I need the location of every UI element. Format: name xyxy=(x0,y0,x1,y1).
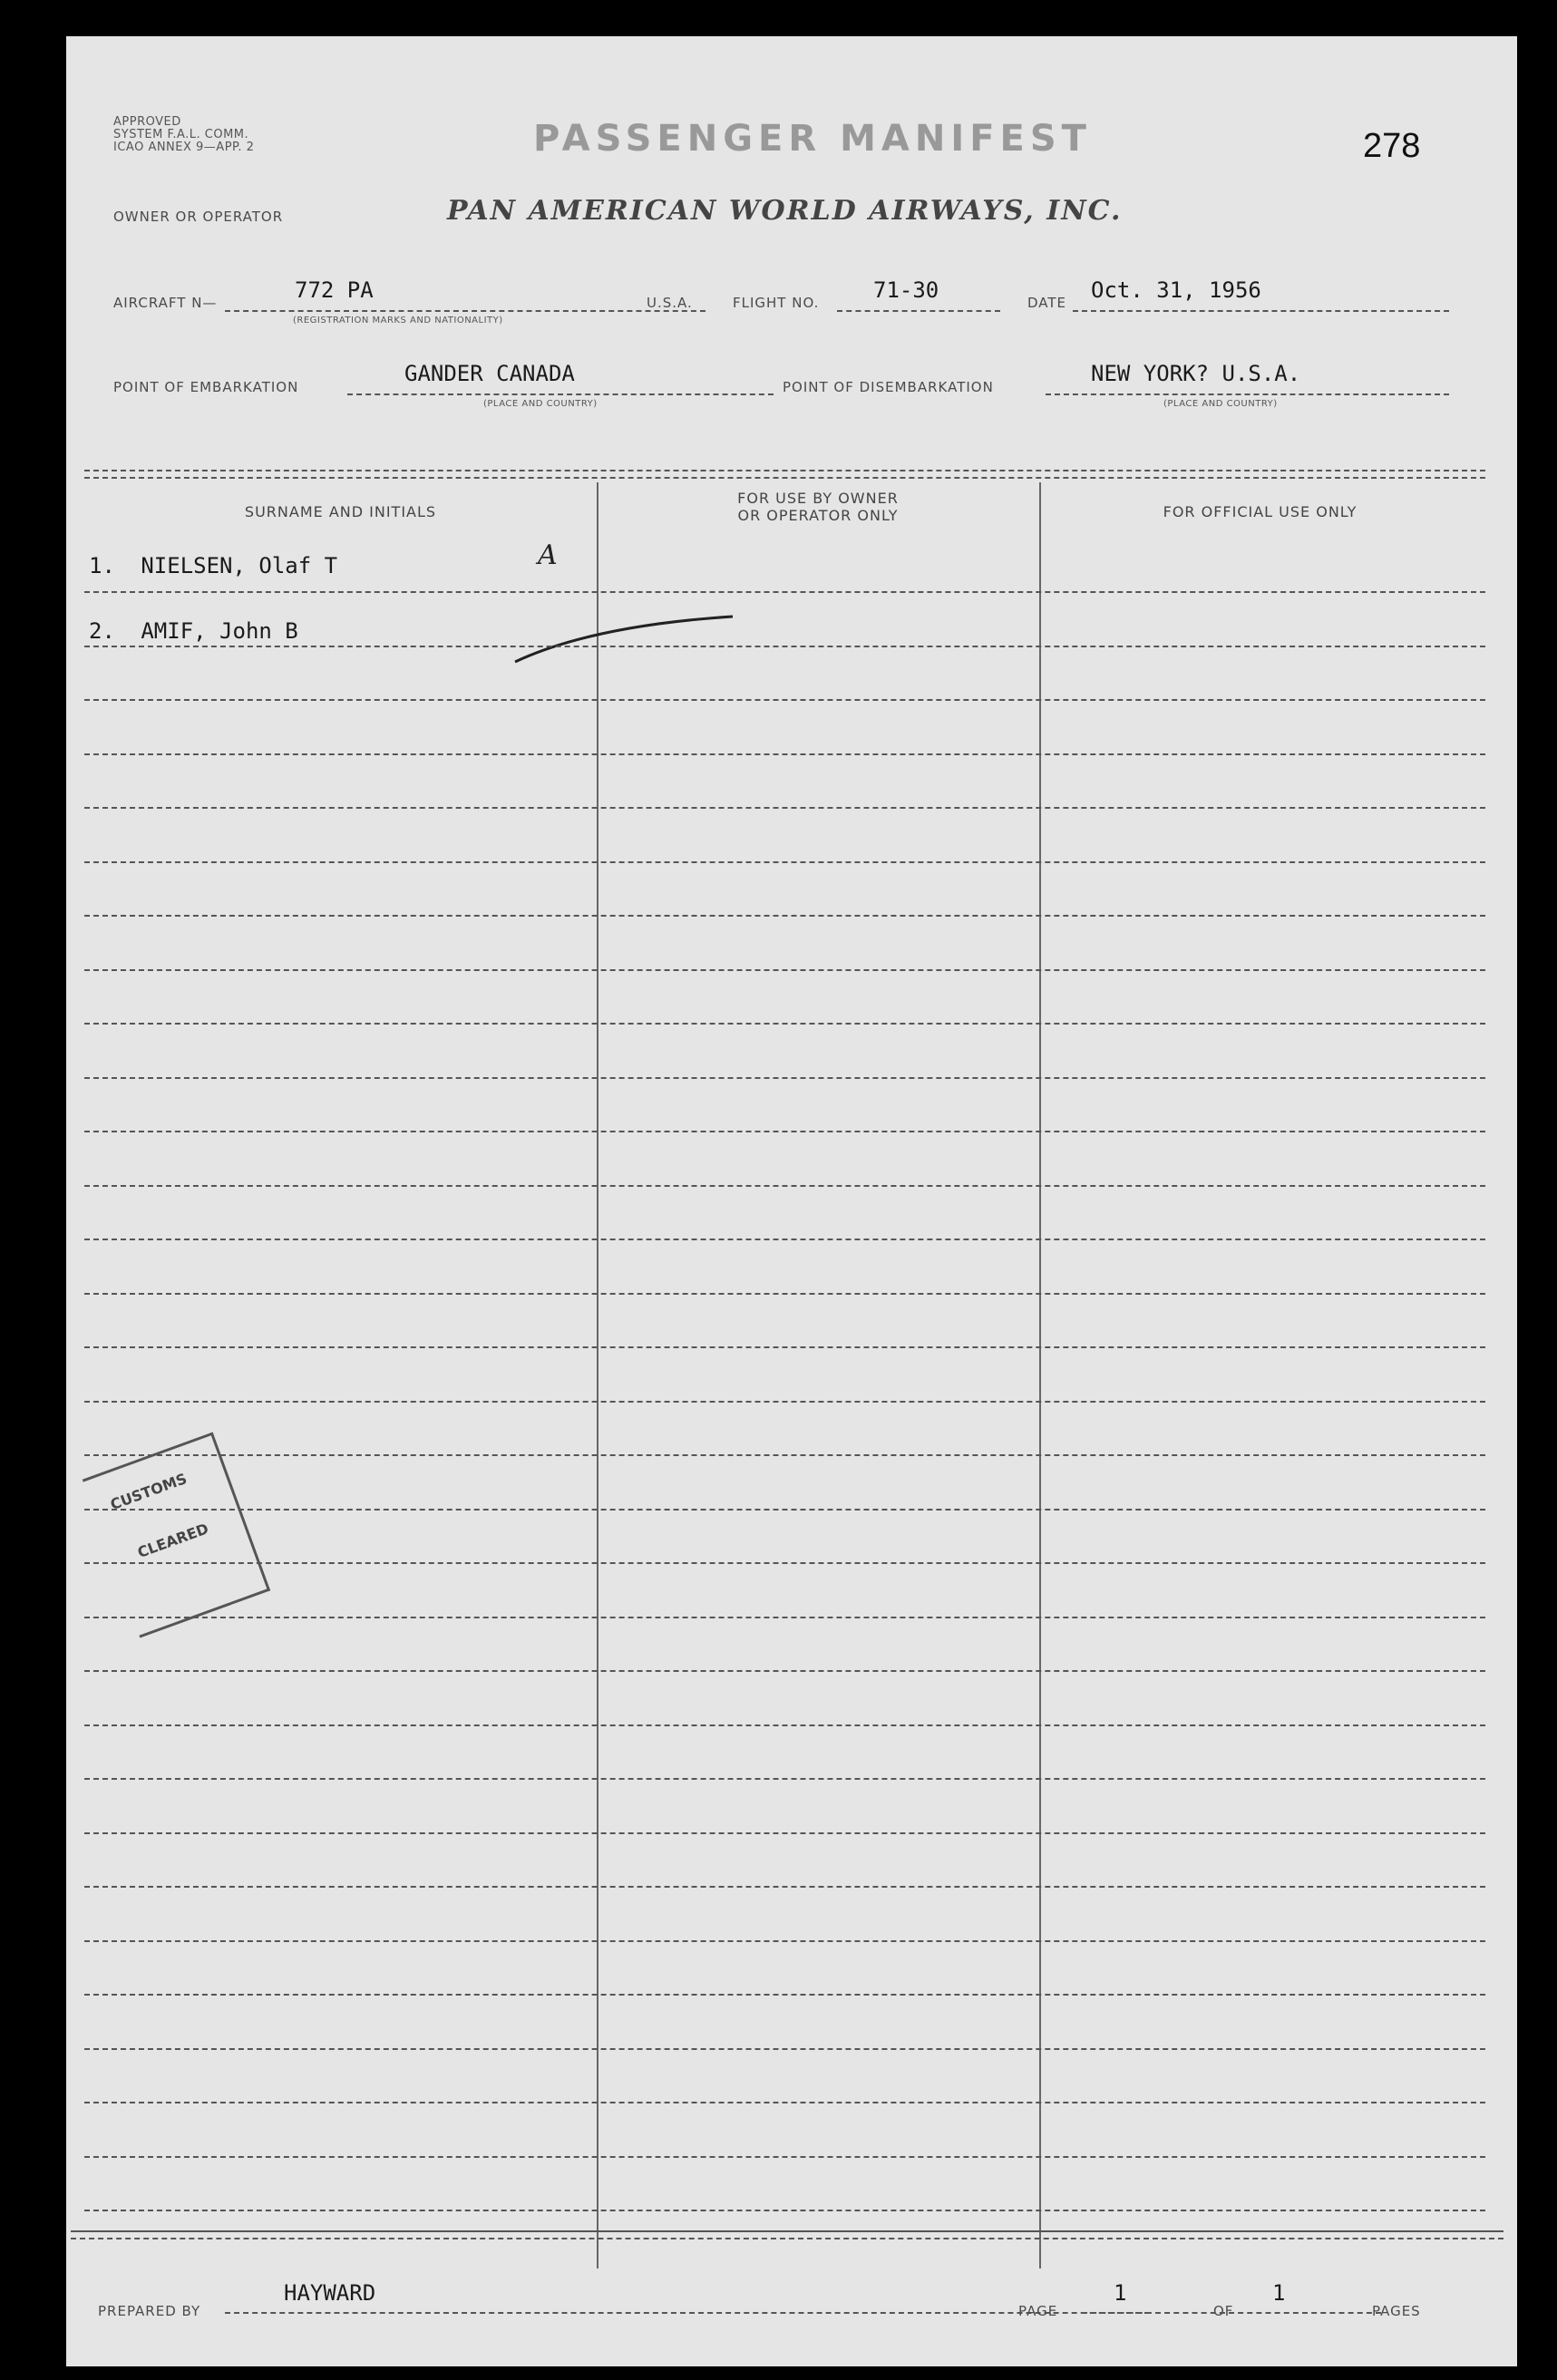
passenger-name: AMIF, John B xyxy=(141,618,298,644)
page-value: 1 xyxy=(1114,2280,1127,2306)
row-rule xyxy=(84,591,1485,593)
approved-line: APPROVED xyxy=(113,115,181,129)
manifest-sheet xyxy=(66,36,1517,2366)
handwritten-mark: A xyxy=(538,539,558,571)
disembark-label: POINT OF DISEMBARKATION xyxy=(783,379,994,395)
official-header: FOR OFFICIAL USE ONLY xyxy=(1163,503,1358,520)
embark-caption: (PLACE AND COUNTRY) xyxy=(483,399,598,409)
list-item xyxy=(89,553,337,578)
row-rule xyxy=(84,1346,1485,1348)
row-rule xyxy=(84,1131,1485,1132)
row-rule xyxy=(84,1724,1485,1726)
registration-caption: (REGISTRATION MARKS AND NATIONALITY) xyxy=(293,316,503,325)
row-rule xyxy=(84,1994,1485,1996)
passenger-number: 1. xyxy=(89,553,115,578)
row-rule xyxy=(84,1778,1485,1780)
embark-value: GANDER CANADA xyxy=(404,361,575,386)
row-rule xyxy=(84,1509,1485,1511)
row-rule xyxy=(84,1401,1485,1403)
flight-line xyxy=(837,310,1000,312)
pages-label: PAGES xyxy=(1372,2303,1421,2319)
table-top-line xyxy=(84,477,1485,479)
row-rule xyxy=(84,1185,1485,1187)
list-item xyxy=(89,618,298,644)
table-top-line xyxy=(84,470,1485,471)
table-bottom-line xyxy=(71,2238,1503,2239)
flight-label: FLIGHT NO. xyxy=(733,295,820,311)
disembark-caption: (PLACE AND COUNTRY) xyxy=(1163,399,1278,409)
row-rule xyxy=(84,807,1485,809)
row-rule xyxy=(84,2048,1485,2050)
row-rule xyxy=(84,1239,1485,1240)
owner-use-line1: FOR USE BY OWNER xyxy=(737,490,899,507)
owner-value: PAN AMERICAN WORLD AIRWAYS, INC. xyxy=(447,195,1123,227)
flight-value: 71-30 xyxy=(873,277,939,303)
row-rule xyxy=(84,1454,1485,1456)
usa-label: U.S.A. xyxy=(647,295,693,311)
prepared-line xyxy=(225,2312,1150,2314)
row-rule xyxy=(84,915,1485,917)
row-rule xyxy=(84,861,1485,863)
row-rule xyxy=(84,1023,1485,1025)
aircraft-line xyxy=(225,310,706,312)
row-rule xyxy=(84,1077,1485,1079)
column-divider xyxy=(597,482,598,2268)
page-line xyxy=(1082,2312,1381,2314)
passenger-number: 2. xyxy=(89,618,115,644)
page-number: 278 xyxy=(1363,127,1421,165)
row-rule xyxy=(84,2102,1485,2103)
customs-stamp xyxy=(83,1432,270,1637)
prepared-value: HAYWARD xyxy=(284,2280,376,2306)
disembark-value: NEW YORK? U.S.A. xyxy=(1091,361,1301,386)
row-rule xyxy=(84,1562,1485,1564)
column-divider xyxy=(1039,482,1041,2268)
page-title: PASSENGER MANIFEST xyxy=(533,118,1092,160)
owner-use-line2: OR OPERATOR ONLY xyxy=(737,507,899,524)
date-value: Oct. 31, 1956 xyxy=(1091,277,1261,303)
row-rule xyxy=(84,699,1485,701)
row-rule xyxy=(84,969,1485,971)
date-label: DATE xyxy=(1027,295,1067,311)
aircraft-label: AIRCRAFT N— xyxy=(113,295,218,311)
stamp-line: CLEARED xyxy=(135,1520,211,1562)
approved-block xyxy=(113,116,254,154)
page-label: PAGE xyxy=(1018,2303,1058,2319)
row-rule xyxy=(84,1886,1485,1888)
passenger-name: NIELSEN, Olaf T xyxy=(141,553,338,578)
owner-label: OWNER OR OPERATOR xyxy=(113,209,284,225)
row-rule xyxy=(84,2210,1485,2211)
row-rule xyxy=(84,2156,1485,2158)
surname-header: SURNAME AND INITIALS xyxy=(244,503,437,520)
row-rule xyxy=(84,753,1485,755)
row-rule xyxy=(84,646,1485,647)
row-rule xyxy=(84,1670,1485,1672)
approved-line: SYSTEM F.A.L. COMM. xyxy=(113,128,249,141)
disembark-line xyxy=(1046,393,1449,395)
owner-use-header xyxy=(597,490,1039,524)
aircraft-value: 772 PA xyxy=(295,277,374,303)
date-line xyxy=(1073,310,1449,312)
embark-line xyxy=(347,393,774,395)
prepared-label: PREPARED BY xyxy=(98,2303,201,2319)
row-rule xyxy=(84,1293,1485,1295)
table-bottom-line xyxy=(71,2230,1503,2232)
row-rule xyxy=(84,1617,1485,1618)
of-value: 1 xyxy=(1272,2280,1286,2306)
row-rule xyxy=(84,1832,1485,1834)
of-label: OF xyxy=(1213,2303,1234,2319)
embark-label: POINT OF EMBARKATION xyxy=(113,379,299,395)
handwritten-stroke xyxy=(511,571,746,671)
row-rule xyxy=(84,1940,1485,1942)
approved-line: ICAO ANNEX 9—APP. 2 xyxy=(113,141,255,154)
stamp-line: CUSTOMS xyxy=(108,1470,190,1514)
